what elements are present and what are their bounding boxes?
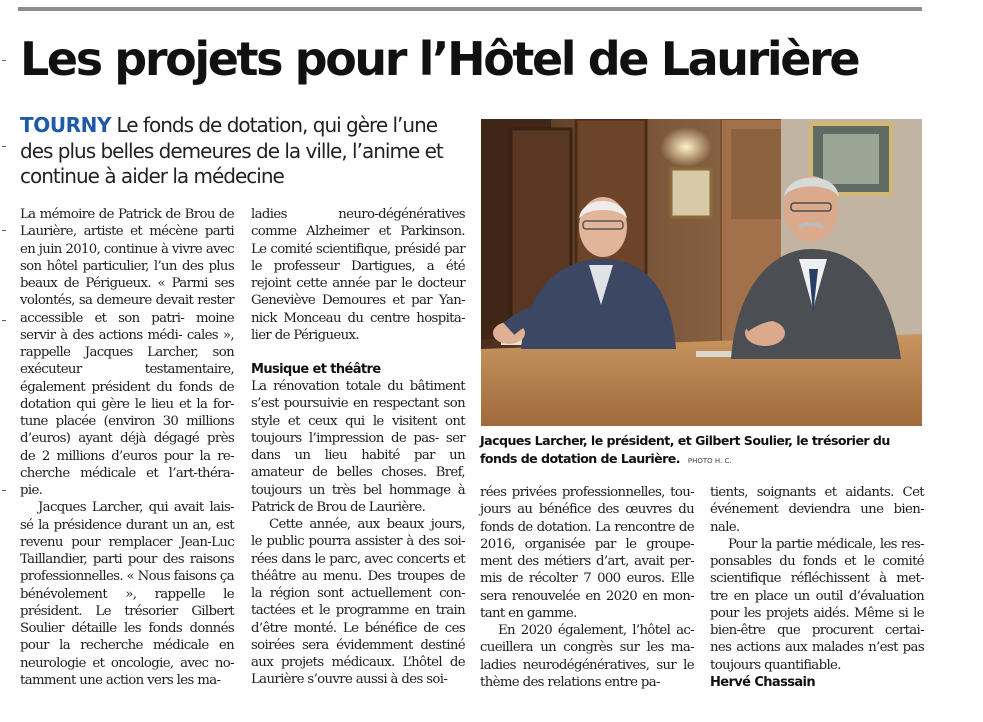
top-rule — [18, 7, 922, 11]
column-4 — [710, 484, 924, 691]
author-signature: Hervé Chassain — [710, 674, 816, 690]
photo-illustration — [481, 119, 922, 426]
photo-caption — [480, 432, 922, 470]
paragraph: rées privées professionnelles, tou- jours au bénéfice des œuvres du fonds de dotation. La rencontre de 2016, organisée par le groupe- ment des métiers d’art, avait per- mis de récolter 7 000 euros. Elle sera renouvelée en 2020 en mon- tant en gamme. — [480, 485, 694, 621]
paragraph: La rénovation totale du bâtiment s’est poursuivie en respectant son style et ceux qui le visitent ont toujours l’impression de pas- ser dans un lieu habité par un amateur de belles choses. Bref, toujours un très bel hommage à Patrick de Brou de Laurière. — [251, 379, 465, 515]
standfirst — [20, 113, 470, 190]
paragraph: ladies neuro-dégénératives comme Alzheimer et Parkinson. Le comité scientifique, présidé par le professeur Dartigues, a été rejoint cette année par le docteur Geneviève Demoures et par Yan- nick Monceau du centre hospita- lier de Périgueux. — [251, 207, 465, 343]
subheading: Musique et théâtre — [251, 362, 381, 377]
photo-credit: PHOTO H. C. — [687, 456, 732, 465]
caption-text: Jacques Larcher, le président, et Gilbert Soulier, le trésorier du fonds de dotation de Laurière. — [480, 433, 890, 466]
column-1 — [20, 206, 234, 689]
article-photo — [481, 119, 922, 426]
headline: Les projets pour l’Hôtel de Laurière — [20, 32, 859, 86]
standfirst-text: Le fonds de dotation, qui gère l’une des plus belles demeures de la ville, l’anime et continue à aider la médecine — [20, 113, 443, 188]
paragraph: En 2020 également, l’hôtel ac- cueillera un congrès sur les ma- ladies neurodégénératives, sur le thème des relations entre pa- — [480, 623, 694, 690]
paragraph: tients, soignants et aidants. Cet événement deviendra une bien- nale. — [710, 485, 924, 535]
column-3 — [480, 484, 694, 691]
paragraph: Pour la partie médicale, les res- ponsables du fonds et le comité scientifique réfléchissent à met- tre en place un outil d’évaluation pour les projets aidés. Même si le bien-être que procurent certai- nes actions aux malades n’est pas toujours quantifiable. — [710, 536, 924, 673]
column-2 — [251, 206, 465, 689]
paragraph: La mémoire de Patrick de Brou de Laurière, artiste et mécène parti en juin 2010, continue à vivre avec son hôtel particulier, l’un des plus beaux de Périgueux. « Parmi ses volontés, sa demeure devait rester accessible et son patri- moine servir à des actions médi- cales », rappelle Jacques Larcher, son exécuteur testamentaire, également président du fonds de dotation qui gère le lieu et la for- tune placée (environ 30 millions d’euros) ayant déjà dégagé près de 2 millions d’euros pour la re- cherche médicale et l’art-théra- pie. — [20, 207, 234, 498]
paragraph: Cette année, aux beaux jours, le public pourra assister à des soi- rées dans le parc, avec concerts et théâtre au menu. Des troupes de la région sont actuellement con- tactées et le programme en train d’être monté. Le bénéfice de ces soirées sera évidemment destiné aux projets médicaux. L’hôtel de Laurière s’ouvre aussi à des soi- — [251, 517, 465, 688]
paragraph: Jacques Larcher, qui avait lais- sé la présidence durant un an, est revenu pour remplacer Jean-Luc Taillandier, parti pour des raisons professionnelles. « Nous faisons ça bénévolement », rappelle le président. Le trésorier Gilbert Soulier détaille les fonds donnés pour la recherche médicale en neurologie et oncologie, avec no- tamment une action vers les ma- — [20, 500, 235, 688]
kicker: TOURNY — [20, 113, 112, 137]
